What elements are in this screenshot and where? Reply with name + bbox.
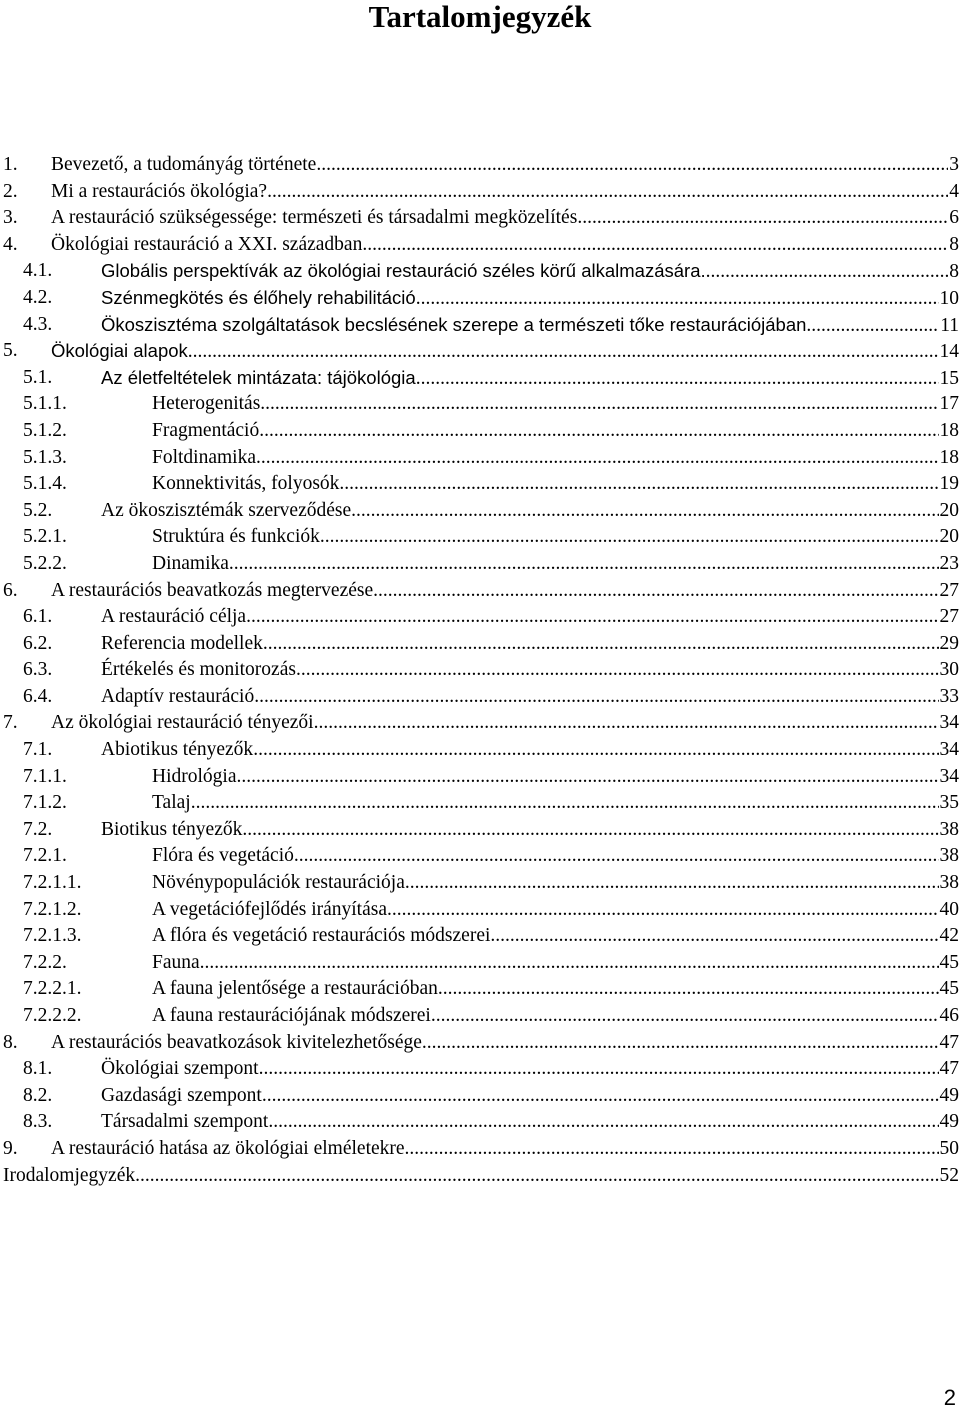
toc-entry-page: 34: [939, 739, 959, 761]
toc-entry[interactable]: [3, 1083, 959, 1110]
toc-leader-dots: [438, 976, 939, 1003]
toc-entry-page: 30: [939, 659, 959, 681]
toc-entry-number: 8.1.: [23, 1058, 53, 1080]
page-number: 2: [943, 1385, 956, 1410]
toc-entry-number: 3.: [3, 207, 18, 229]
toc-leader-dots: [191, 790, 939, 817]
toc-entry-title: Struktúra és funkciók: [152, 526, 320, 548]
toc-entry-page: 40: [939, 898, 959, 920]
toc-entry[interactable]: [3, 790, 959, 817]
toc-leader-dots: [387, 897, 939, 924]
toc-leader-dots: [268, 1109, 938, 1136]
toc-leader-dots: [259, 418, 938, 445]
toc-entry[interactable]: [3, 817, 959, 844]
toc-entry-title: A fauna jelentősége a restaurációban: [152, 978, 438, 1000]
toc-leader-dots: [416, 366, 939, 393]
toc-entry[interactable]: [3, 1056, 959, 1083]
toc-entry-title: Hidrológia: [152, 765, 237, 787]
toc-entry-number: 7.2.2.1.: [23, 978, 82, 1000]
toc-leader-dots: [263, 631, 939, 658]
toc-entry-page: 27: [939, 606, 959, 628]
toc-entry-page: 15: [939, 367, 959, 389]
toc-entry[interactable]: [3, 1109, 959, 1136]
toc-entry-title: Referencia modellek: [101, 632, 263, 654]
toc-leader-dots: [320, 524, 939, 551]
toc-entry-page: 34: [939, 712, 959, 734]
toc-leader-dots: [236, 764, 938, 791]
toc-leader-dots: [135, 1163, 938, 1190]
toc-leader-dots: [577, 205, 948, 232]
toc-entry-number: 4.1.: [23, 260, 53, 282]
toc-entry-title: Heterogenitás: [152, 393, 261, 415]
toc-entry-page: 27: [939, 579, 959, 601]
toc-entry-title: A flóra és vegetáció restaurációs módszerei: [152, 925, 491, 947]
toc-entry-page: 6: [949, 207, 959, 229]
toc-entry[interactable]: [3, 604, 959, 631]
toc-entry-page: 4: [949, 180, 959, 202]
toc-entry[interactable]: [3, 764, 959, 791]
toc-entry[interactable]: [3, 232, 959, 259]
toc-entry-page: 18: [939, 419, 959, 441]
toc-entry-page: 29: [939, 632, 959, 654]
toc-leader-dots: [200, 950, 939, 977]
toc-entry-page: 49: [939, 1084, 959, 1106]
toc-entry-title: Ökológiai szempont: [101, 1058, 259, 1080]
toc-entry-number: 4.2.: [23, 286, 53, 308]
toc-entry[interactable]: [3, 338, 959, 365]
toc-entry-number: 6.4.: [23, 685, 53, 707]
toc-entry-title: Ökológiai restauráció a XXI. században: [51, 233, 363, 255]
toc-entry-number: 8.3.: [23, 1111, 53, 1133]
toc-leader-dots: [806, 313, 939, 340]
toc-leader-dots: [256, 445, 939, 472]
toc-entry-number: 6.: [3, 579, 18, 601]
toc-leader-dots: [405, 1136, 939, 1163]
toc-entry-number: 8.2.: [23, 1084, 53, 1106]
toc-leader-dots: [267, 179, 948, 206]
toc-entry-page: 19: [939, 473, 959, 495]
toc-entry-title: Biotikus tényezők: [101, 818, 243, 840]
toc-leader-dots: [431, 1003, 939, 1030]
toc-entry-number: 7.2.1.: [23, 845, 67, 867]
toc-leader-dots: [405, 870, 939, 897]
toc-entry[interactable]: [3, 976, 959, 1003]
toc-entry-page: 38: [939, 872, 959, 894]
toc-entry-number: 7.1.2.: [23, 792, 67, 814]
toc-entry-page: 17: [939, 393, 959, 415]
toc-entry[interactable]: [3, 923, 959, 950]
toc-entry-title: A fauna restaurációjának módszerei: [152, 1005, 431, 1026]
toc-entry-number: 5.1.: [23, 366, 53, 388]
toc-entry-page: 3: [949, 154, 959, 175]
toc-entry-page: 45: [939, 978, 959, 1000]
toc-entry-title: Foltdinamika: [152, 446, 256, 468]
toc-entry[interactable]: [3, 205, 959, 232]
toc-leader-dots: [242, 817, 938, 844]
toc-entry-number: 2.: [3, 180, 18, 202]
toc-entry[interactable]: [3, 445, 959, 472]
toc-leader-dots: [246, 604, 938, 631]
toc-entry-number: 5.2.1.: [23, 526, 67, 548]
toc-entry[interactable]: [3, 950, 959, 977]
toc-leader-dots: [229, 551, 939, 578]
toc-entry-title: Irodalomjegyzék: [3, 1164, 136, 1186]
toc-entry-page: 8: [949, 233, 959, 255]
toc-entry-title: Talaj: [152, 792, 191, 814]
toc-entry-number: 7.2.2.: [23, 951, 67, 973]
toc-entry[interactable]: [3, 471, 959, 498]
toc-entry-title: A restauráció hatása az ökológiai elméletekre: [51, 1137, 405, 1159]
toc-entry-number: 5.1.1.: [23, 393, 67, 415]
toc-entry[interactable]: [3, 870, 959, 897]
toc-leader-dots: [351, 498, 938, 525]
toc-entry-number: 5.1.4.: [23, 473, 67, 495]
toc-entry[interactable]: [3, 152, 959, 179]
toc-entry-number: 1.: [3, 154, 18, 175]
toc-entry-title: Szénmegkötés és élőhely rehabilitáció: [101, 286, 416, 308]
toc-entry-title: A restaurációs beavatkozás megtervezése: [51, 579, 374, 601]
toc-entry-page: 33: [939, 685, 959, 707]
toc-entry-number: 6.1.: [23, 606, 53, 628]
toc-leader-dots: [254, 684, 938, 711]
toc-entry-title: A restauráció szükségessége: természeti és társadalmi megközelítés: [51, 207, 578, 229]
toc-entry-page: 47: [939, 1058, 959, 1080]
toc-entry[interactable]: [3, 258, 959, 285]
toc-entry[interactable]: [3, 1030, 959, 1057]
toc-entry-title: Értékelés és monitorozás: [101, 659, 296, 681]
toc-leader-dots: [253, 737, 938, 764]
toc-leader-dots: [706, 259, 949, 286]
toc-entry[interactable]: [3, 365, 959, 392]
toc-entry-page: 23: [939, 552, 959, 574]
toc-entry-title: Abiotikus tényezők: [101, 739, 254, 761]
toc-entry-number: 7.2.1.1.: [23, 872, 82, 894]
toc-entry-number: 6.2.: [23, 632, 53, 654]
toc-entry-title: Mi a restaurációs ökológia?: [51, 180, 268, 202]
toc-entry[interactable]: [3, 498, 959, 525]
toc-entry-title: Ökoszisztéma szolgáltatások becslésének szerepe a természeti tőke restaurációjában: [101, 313, 807, 335]
toc-entry-title: Fragmentáció: [152, 419, 260, 441]
toc-entry-number: 7.1.: [23, 739, 53, 761]
toc-leader-dots: [294, 843, 939, 870]
toc-entry[interactable]: [3, 179, 959, 206]
toc-entry-page: 10: [939, 287, 959, 309]
toc-entry-page: 46: [939, 1005, 959, 1026]
toc-entry[interactable]: [3, 391, 959, 418]
toc-entry[interactable]: [3, 843, 959, 870]
toc-entry-page: 35: [939, 792, 959, 814]
toc-leader-dots: [373, 578, 938, 605]
toc-entry[interactable]: [3, 578, 959, 605]
toc-entry[interactable]: [3, 1003, 959, 1030]
table-of-contents: [3, 152, 959, 1189]
toc-entry-number: 5.2.2.: [23, 552, 67, 574]
toc-leader-dots: [314, 710, 939, 737]
toc-entry-number: 7.2.1.2.: [23, 898, 82, 920]
toc-entry-title: Dinamika: [152, 552, 229, 574]
toc-entry-title: Az ökoszisztémák szerveződése: [101, 499, 352, 521]
toc-entry-title: Az ökológiai restauráció tényezői: [51, 712, 314, 734]
toc-entry-number: 6.3.: [23, 659, 53, 681]
toc-entry-page: 38: [939, 818, 959, 840]
toc-entry-number: 5.: [3, 340, 18, 362]
toc-entry-title: Az életfeltételek mintázata: tájökológia: [101, 366, 416, 388]
toc-entry-page: 45: [939, 951, 959, 973]
toc-entry-page: 42: [939, 925, 959, 947]
toc-entry[interactable]: [3, 418, 959, 445]
toc-leader-dots: [188, 339, 939, 366]
toc-leader-dots: [422, 1030, 939, 1057]
toc-entry-title: Növénypopulációk restaurációja: [152, 872, 405, 894]
toc-entry[interactable]: [3, 737, 959, 764]
toc-entry-title: A vegetációfejlődés irányítása: [152, 898, 387, 920]
toc-entry-page: 50: [939, 1137, 959, 1159]
toc-entry-title: Bevezető, a tudományág története: [51, 154, 317, 175]
toc-entry-title: A restauráció célja: [101, 606, 247, 628]
toc-entry-number: 5.1.3.: [23, 446, 67, 468]
toc-entry-title: Fauna: [152, 951, 200, 973]
toc-entry-page: 14: [939, 341, 959, 363]
toc-entry[interactable]: [3, 684, 959, 711]
toc-entry-number: 9.: [3, 1137, 18, 1159]
toc-entry-page: 11: [940, 314, 959, 336]
toc-entry-title: Flóra és vegetáció: [152, 845, 294, 867]
toc-leader-dots: [316, 152, 948, 179]
toc-entry[interactable]: [3, 631, 959, 658]
toc-entry-page: 49: [939, 1111, 959, 1133]
toc-leader-dots: [262, 1083, 939, 1110]
toc-leader-dots: [296, 657, 939, 684]
toc-entry-number: 7.2.1.3.: [23, 925, 82, 947]
toc-entry-title: A restaurációs beavatkozások kivitelezhetősége: [51, 1031, 422, 1053]
toc-entry[interactable]: [3, 1163, 959, 1190]
toc-entry-title: Társadalmi szempont: [101, 1111, 269, 1133]
toc-entry-page: 52: [939, 1164, 959, 1186]
toc-entry[interactable]: [3, 897, 959, 924]
toc-entry-number: 5.2.: [23, 499, 53, 521]
toc-entry-number: 7.: [3, 712, 18, 734]
toc-leader-dots: [259, 1056, 939, 1083]
toc-entry[interactable]: [3, 1136, 959, 1163]
toc-entry-page: 20: [939, 499, 959, 521]
toc-entry[interactable]: [3, 710, 959, 737]
toc-leader-dots: [362, 232, 948, 259]
toc-entry-page: 8: [949, 261, 959, 283]
toc-leader-dots: [490, 923, 938, 950]
toc-entry-title: Adaptív restauráció: [101, 685, 255, 707]
toc-entry[interactable]: [3, 551, 959, 578]
toc-entry-page: 34: [939, 765, 959, 787]
toc-leader-dots: [260, 391, 938, 418]
toc-entry[interactable]: [3, 657, 959, 684]
toc-entry-title: Globális perspektívák az ökológiai restauráció széles körű alkalmazására.: [101, 260, 706, 282]
toc-entry[interactable]: [3, 524, 959, 551]
toc-entry-title: Gazdasági szempont: [101, 1084, 262, 1106]
toc-leader-dots: [416, 286, 939, 313]
toc-entry-number: 8.: [3, 1031, 18, 1053]
toc-entry-number: 5.1.2.: [23, 419, 67, 441]
toc-entry-title: Ökológiai alapok: [51, 340, 188, 362]
toc-entry-page: 47: [939, 1031, 959, 1053]
page-title: Tartalomjegyzék: [368, 0, 592, 34]
toc-entry[interactable]: [3, 312, 959, 339]
toc-entry-number: 7.1.1.: [23, 765, 67, 787]
toc-entry-title: Konnektivitás, folyosók: [152, 473, 340, 495]
toc-entry-number: 4.: [3, 233, 18, 255]
toc-entry-number: 7.2.2.2.: [23, 1005, 82, 1026]
toc-entry-page: 20: [939, 526, 959, 548]
toc-leader-dots: [339, 471, 938, 498]
toc-entry-number: 4.3.: [23, 313, 53, 335]
toc-entry-number: 7.2.: [23, 818, 53, 840]
toc-entry-page: 18: [939, 446, 959, 468]
toc-entry[interactable]: [3, 285, 959, 312]
toc-entry-page: 38: [939, 845, 959, 867]
